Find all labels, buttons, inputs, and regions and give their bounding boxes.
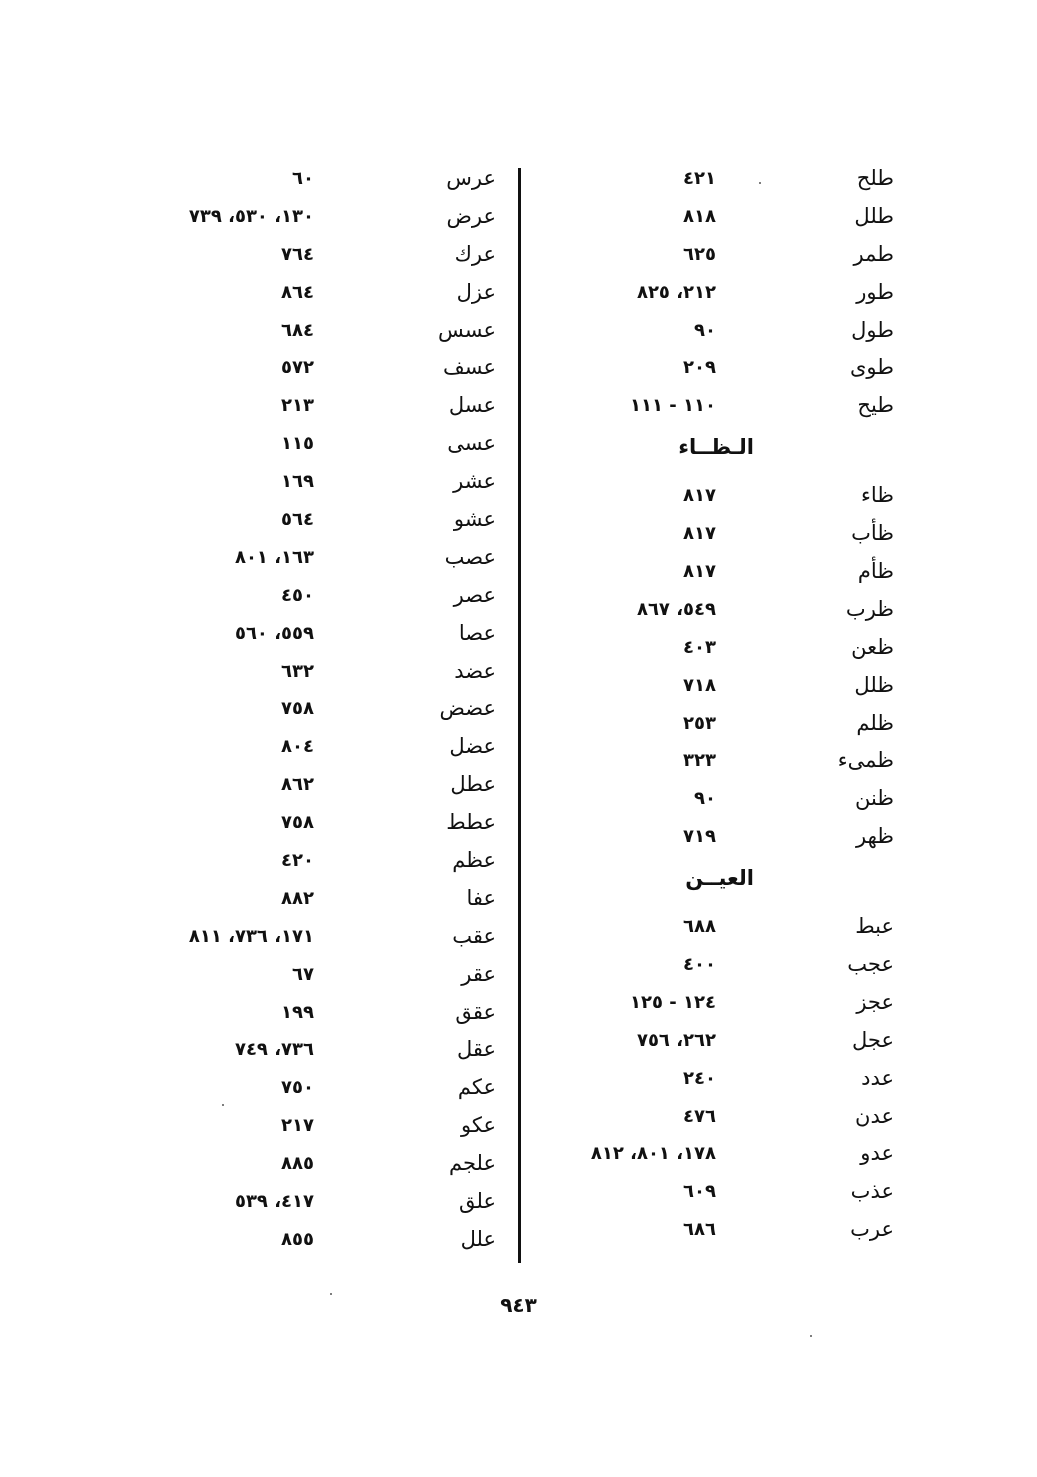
- entry-root-word: ظعن: [851, 634, 894, 659]
- index-entry: [540, 274, 930, 312]
- entry-root-word: عجب: [847, 952, 894, 977]
- index-entry: [130, 766, 510, 804]
- entry-page-refs: ٦٨٦: [683, 1219, 716, 1241]
- index-entry: [130, 728, 510, 766]
- entry-page-refs: ٧٦٤: [281, 243, 314, 265]
- entry-page-refs: ١١٠ - ١١١: [630, 395, 716, 417]
- section-heading-row: [540, 425, 930, 477]
- index-entry: [130, 956, 510, 994]
- index-entry: [540, 780, 930, 818]
- entry-root-word: عصا: [458, 620, 496, 645]
- entry-root-word: عضل: [449, 734, 496, 759]
- page-number: ٩٤٣: [500, 1293, 537, 1317]
- entry-page-refs: ٣٢٣: [683, 750, 716, 772]
- index-entry: [540, 515, 930, 553]
- entry-page-refs: ٧٣٦، ٧٤٩: [234, 1039, 314, 1061]
- column-divider: [518, 168, 521, 1263]
- entry-root-word: طول: [851, 317, 894, 342]
- entry-root-word: طلح: [856, 166, 894, 190]
- entry-root-word: عرب: [850, 1217, 894, 1242]
- index-entry: [540, 477, 930, 515]
- index-entry: [130, 1183, 510, 1221]
- entry-page-refs: ١٧٨، ٨٠١، ٨١٢: [590, 1143, 716, 1165]
- entry-root-word: ظاء: [861, 483, 894, 508]
- entry-page-refs: ٦٣٢: [281, 660, 314, 682]
- entry-page-refs: ٨١٧: [683, 561, 716, 583]
- index-entry: [130, 804, 510, 842]
- index-entry: [540, 553, 930, 591]
- entry-page-refs: ٢١٢، ٨٢٥: [636, 281, 716, 303]
- index-entry: [130, 1145, 510, 1183]
- index-entry: [130, 1031, 510, 1069]
- entry-root-word: عرك: [454, 241, 496, 266]
- index-entry: [540, 1022, 930, 1060]
- index-entry: [130, 198, 510, 236]
- entry-page-refs: ٨٦٤: [281, 281, 314, 303]
- entry-page-refs: ٨٨٢: [281, 887, 314, 909]
- right-index-column: [540, 160, 930, 1249]
- entry-page-refs: ٥٧٢: [281, 357, 314, 379]
- index-entry: [130, 1069, 510, 1107]
- section-heading: الـظــاء: [678, 435, 754, 460]
- index-entry: [130, 577, 510, 615]
- entry-page-refs: ٨٥٥: [281, 1228, 314, 1250]
- index-entry: [540, 312, 930, 350]
- index-entry: [130, 274, 510, 312]
- entry-root-word: عبط: [855, 914, 894, 939]
- entry-root-word: علل: [460, 1226, 496, 1251]
- index-entry: [130, 539, 510, 577]
- index-entry: [540, 818, 930, 856]
- entry-page-refs: ٧٥٨: [281, 812, 314, 834]
- entry-page-refs: ٤١٧، ٥٣٩: [234, 1191, 314, 1213]
- entry-root-word: ظلم: [856, 710, 894, 735]
- entry-page-refs: ٦٢٥: [683, 243, 716, 265]
- entry-page-refs: ١٩٩: [281, 1001, 314, 1023]
- entry-root-word: عكم: [457, 1075, 496, 1100]
- entry-root-word: علجم: [448, 1151, 496, 1176]
- entry-root-word: عقق: [455, 999, 496, 1024]
- index-entry: [540, 1135, 930, 1173]
- entry-page-refs: ٨٠٤: [281, 736, 314, 758]
- entry-root-word: ظنن: [854, 786, 894, 811]
- entry-page-refs: ٦٧: [292, 963, 314, 985]
- index-entry: [130, 615, 510, 653]
- entry-root-word: عصب: [444, 544, 496, 569]
- entry-root-word: عظم: [452, 848, 496, 873]
- entry-page-refs: ٨١٧: [683, 485, 716, 507]
- entry-root-word: عرس: [446, 166, 496, 190]
- entry-root-word: ظهر: [856, 824, 894, 849]
- entry-page-refs: ٧١٩: [683, 826, 716, 848]
- entry-root-word: طمر: [853, 241, 894, 266]
- print-speck: [330, 1293, 332, 1295]
- entry-page-refs: ٨٦٢: [281, 774, 314, 796]
- entry-root-word: ظأم: [857, 559, 894, 584]
- entry-root-word: طيح: [857, 393, 894, 418]
- index-entry: [540, 1211, 930, 1249]
- entry-page-refs: ٤٢١: [683, 168, 716, 189]
- index-entry: [540, 1060, 930, 1098]
- index-entry: [130, 690, 510, 728]
- entry-root-word: عشر: [453, 469, 496, 494]
- entry-page-refs: ٦٨٨: [683, 916, 716, 938]
- entry-root-word: طور: [856, 279, 894, 304]
- entry-root-word: ظرب: [845, 596, 894, 621]
- index-entry: [130, 918, 510, 956]
- index-entry: [130, 880, 510, 918]
- index-entry: [130, 236, 510, 274]
- entry-root-word: ظمىء: [837, 748, 894, 773]
- entry-page-refs: ٢٠٩: [683, 357, 716, 379]
- index-entry: [130, 463, 510, 501]
- entry-page-refs: ٢٦٢، ٧٥٦: [636, 1029, 716, 1051]
- index-entry: [130, 1221, 510, 1259]
- index-entry: [130, 387, 510, 425]
- entry-root-word: ظأب: [851, 521, 894, 546]
- index-entry: [540, 1173, 930, 1211]
- entry-root-word: عشو: [453, 507, 496, 532]
- entry-root-word: عرض: [446, 203, 496, 228]
- entry-root-word: عصر: [453, 582, 496, 607]
- entry-page-refs: ١٦٩: [281, 471, 314, 493]
- index-entry: [130, 994, 510, 1032]
- entry-page-refs: ٤٠٠: [683, 954, 716, 976]
- entry-page-refs: ٥٥٩، ٥٦٠: [234, 622, 314, 644]
- entry-root-word: ظلل: [854, 672, 894, 697]
- entry-root-word: عطط: [446, 810, 496, 835]
- entry-page-refs: ٨١٨: [683, 205, 716, 227]
- entry-root-word: عسس: [437, 317, 496, 342]
- index-entry: [130, 653, 510, 691]
- entry-page-refs: ٥٤٩، ٨٦٧: [636, 598, 716, 620]
- entry-page-refs: ٧٥٠: [281, 1077, 314, 1099]
- entry-page-refs: ٩٠: [694, 788, 716, 810]
- index-entry: [540, 667, 930, 705]
- entry-page-refs: ٢١٧: [281, 1115, 314, 1137]
- index-entry: [540, 387, 930, 425]
- entry-root-word: علق: [459, 1189, 496, 1214]
- index-entry: [540, 946, 930, 984]
- entry-root-word: عقل: [456, 1037, 496, 1062]
- entry-root-word: طوى: [850, 355, 894, 380]
- entry-page-refs: ٩٠: [694, 319, 716, 341]
- entry-page-refs: ٦٠: [292, 168, 314, 189]
- index-entry: [540, 198, 930, 236]
- entry-root-word: عطل: [450, 772, 496, 797]
- section-heading-row: [540, 856, 930, 908]
- index-entry: [540, 1098, 930, 1136]
- entry-root-word: عجز: [856, 989, 894, 1014]
- entry-page-refs: ٧١٨: [683, 674, 716, 696]
- entry-root-word: عدد: [861, 1065, 894, 1090]
- index-entry: [130, 160, 510, 198]
- index-entry: [130, 349, 510, 387]
- entry-page-refs: ١٣٠، ٥٣٠، ٧٣٩: [188, 205, 314, 227]
- entry-page-refs: ١٧١، ٧٣٦، ٨١١: [188, 925, 314, 947]
- entry-root-word: عدن: [855, 1103, 894, 1128]
- index-entry: [130, 501, 510, 539]
- index-entry: [540, 591, 930, 629]
- entry-root-word: طلل: [854, 203, 894, 228]
- entry-page-refs: ٤٧٦: [683, 1105, 716, 1127]
- print-speck: [810, 1335, 812, 1337]
- entry-root-word: عدو: [860, 1141, 894, 1166]
- entry-page-refs: ٢٥٣: [683, 712, 716, 734]
- entry-root-word: عزل: [456, 279, 496, 304]
- entry-root-word: عسى: [447, 431, 496, 456]
- entry-page-refs: ٨١٧: [683, 523, 716, 545]
- index-entry: [540, 908, 930, 946]
- entry-root-word: عسل: [448, 393, 496, 418]
- entry-root-word: عقب: [452, 923, 496, 948]
- index-entry: [540, 984, 930, 1022]
- print-speck: [759, 182, 761, 184]
- index-entry: [130, 312, 510, 350]
- index-entry: [540, 742, 930, 780]
- left-index-column: [130, 160, 510, 1259]
- entry-page-refs: ٤٠٣: [683, 636, 716, 658]
- index-entry: [540, 629, 930, 667]
- entry-root-word: عفا: [466, 885, 496, 910]
- entry-page-refs: ١٦٣، ٨٠١: [234, 546, 314, 568]
- entry-page-refs: ٦٠٩: [683, 1181, 716, 1203]
- index-entry: [540, 349, 930, 387]
- entry-root-word: عضد: [454, 658, 496, 683]
- index-entry: [130, 842, 510, 880]
- entry-root-word: عضض: [439, 696, 496, 721]
- entry-root-word: عسف: [442, 355, 496, 380]
- entry-root-word: عقر: [461, 961, 496, 986]
- entry-page-refs: ٢٤٠: [683, 1067, 716, 1089]
- entry-page-refs: ١١٥: [281, 433, 314, 455]
- entry-page-refs: ٤٢٠: [281, 850, 314, 872]
- entry-page-refs: ٢١٣: [281, 395, 314, 417]
- entry-root-word: عكو: [461, 1113, 496, 1138]
- entry-page-refs: ٦٨٤: [281, 319, 314, 341]
- index-entry: [130, 1107, 510, 1145]
- entry-page-refs: ١٢٤ - ١٢٥: [630, 991, 716, 1013]
- entry-root-word: عذب: [850, 1179, 894, 1204]
- index-entry: [540, 705, 930, 743]
- index-entry: [540, 160, 930, 198]
- index-entry: [540, 236, 930, 274]
- print-speck: [222, 1104, 224, 1106]
- index-entry: [130, 425, 510, 463]
- entry-root-word: عجل: [852, 1027, 894, 1052]
- section-heading: العيــن: [685, 866, 754, 891]
- entry-page-refs: ٨٨٥: [281, 1153, 314, 1175]
- entry-page-refs: ٤٥٠: [281, 584, 314, 606]
- entry-page-refs: ٧٥٨: [281, 698, 314, 720]
- entry-page-refs: ٥٦٤: [281, 509, 314, 531]
